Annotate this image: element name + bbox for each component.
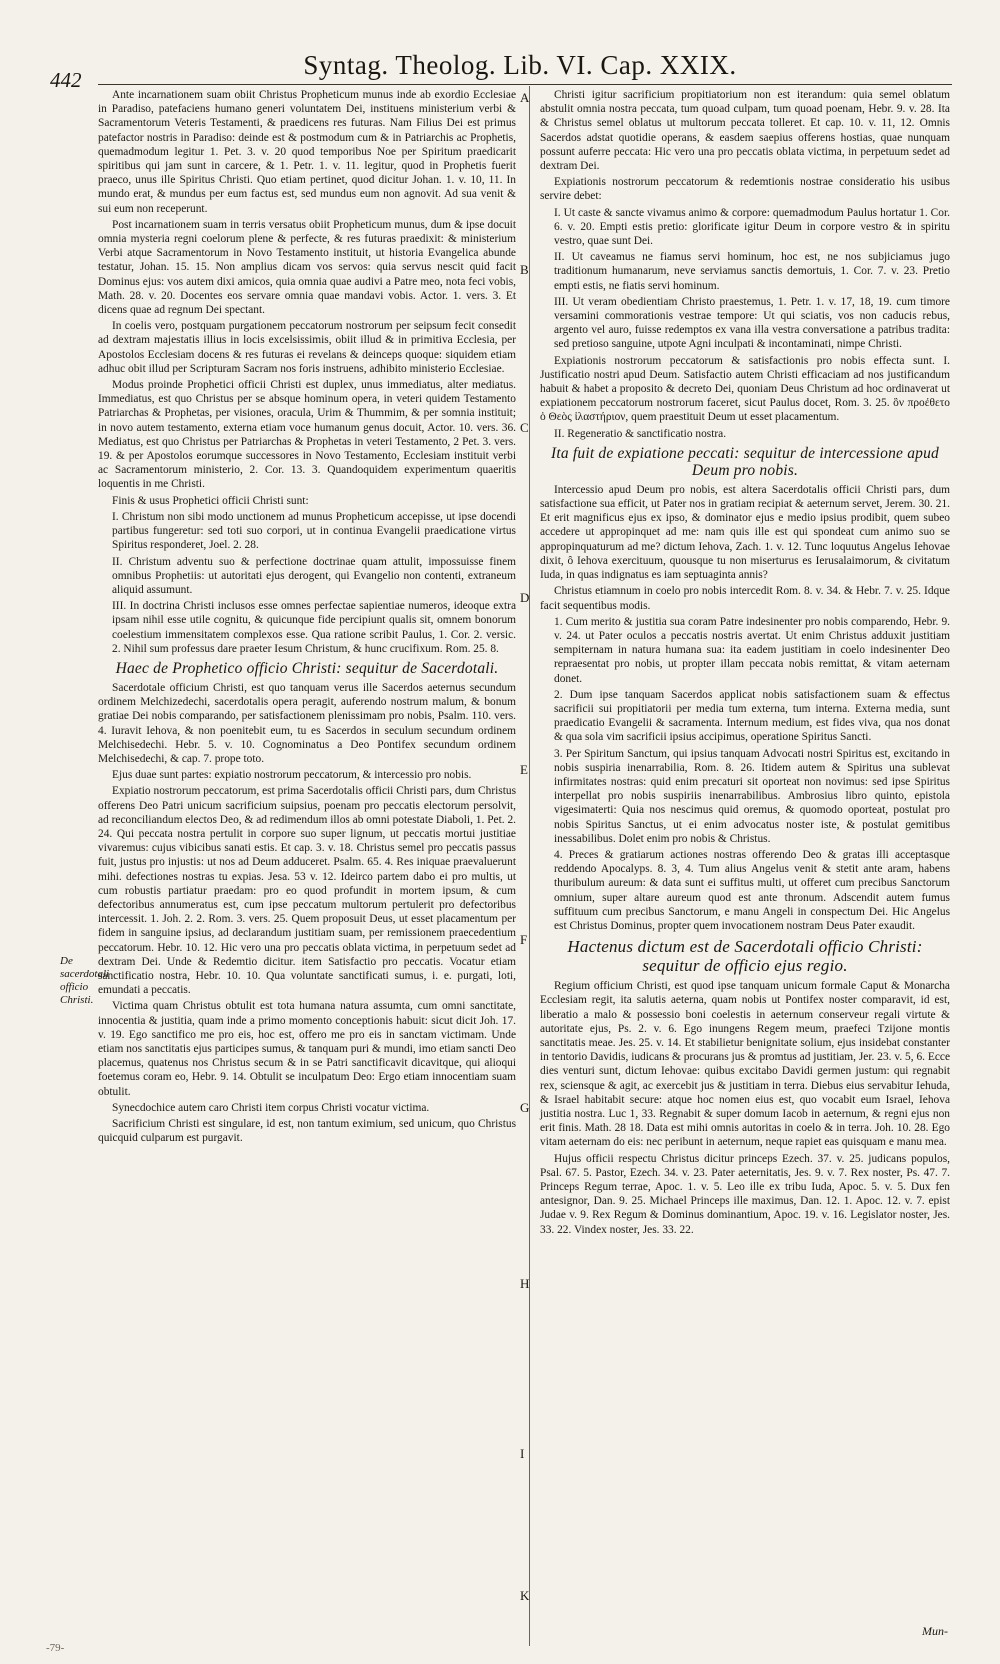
numbered-paragraph: III. In doctrina Christi inclusos esse omnes perfectae sapientiae numeros, ideoque extra ipsam nihil esse utile cognitu, & quicunque fide percipiunt qualis sit, omnem bonorum coelestium immensitatem complexos esse. Qua ratione scribit Paulus, 1. Cor. 2. versic. 2. Nihil sum professus dare praeter Iesum Christum, & hunc crucifixum. Rom. 25. 8. [112,600,516,655]
right-column [540,88,950,1239]
paragraph: Expiatio nostrorum peccatorum, est prima Sacerdotalis officii Christi pars, dum Christus offerens Deo Patri unicum sacrificium suipsius, poenam pro peccatis electorum persolvit, ad reconciliandum electos Deo, & ad redimendum illos ab omni potestate Diaboli, 1. Pet. 2. 24. Qui peccata nostra pertulit in corpore suo super lignum, ut peccatis mortui justitiae vivaremus: cujus vibicibus sanati estis. Et cap. 3. v. 18. Christus semel pro peccatis passus fuit, justus pro injustis: ut nos ad Deum adduceret. Psalm. 65. 4. Res iniquae praevaluerunt mihi. defectiones nostras tu expias. Jesa. 53 v. 12. Ideirco partem dabo ei pro multis, ut cum robustis partiatur praedam: pro eo quod profundit in mortem ipsum, & cum defectoribus annumeratus est, cum ipse peccatum multorum pertulerit pro defectoribus intercessit. 1. Joh. 2. 2. Rom. 3. vers. 25. Quem proposuit Deus, ut esset placamentum per fidem in sanguine ipsius, ad declarandum justitiam suam, per remissionem praecedentium peccatorum. Hebr. 10. 12. Hic vero una pro peccatis oblata victima, in perpetuum sedet ad dextram Dei. Unde & Redemtio dicitur. item Satisfactio pro peccatis. Vocatur etiam sanctificatio nostra, Hebr. 10. 10. Qua voluntate sanctificati sumus, i. e. purgati, loti, emundati a peccatis. [98,785,516,997]
paragraph: Sacrificium Christi est singulare, id est, non tantum eximium, sed unicum, quo Christus quicquid culparum est purgavit. [98,1118,516,1145]
column-divider [529,86,530,1646]
bottom-number: -79- [46,1642,65,1654]
paragraph: Ejus duae sunt partes: expiatio nostrorum peccatorum, & intercessio pro nobis. [112,769,472,782]
numbered-paragraph: II. Regeneratio & sanctificatio nostra. [554,427,727,440]
numbered-paragraph: I. Ut caste & sancte vivamus animo & corpore: quemadmodum Paulus hortatur 1. Cor. 6. v. 20. Empti estis pretio: glorificate igitur Deum in corpore vestro & in spiritu vestro, quae sunt Dei. [554,206,950,248]
paragraph: In coelis vero, postquam purgationem peccatorum nostrorum per seipsum fecit consedit ad dextram majestatis illius in locis excelsissimis, obiit illud & in primitiva Ecclesia, per Apostolos Ecclesiam docens & res futuras ei revelans & deinceps quoque: siquidem etiam adhuc obit illud per Scripturam Sacram nos foris instruens, adhibito ministerio Ecclesiae. [98,320,516,375]
section-marker-f: F [520,932,528,947]
numbered-paragraph: 3. Per Spiritum Sanctum, qui ipsius tanquam Advocati nostri Spiritus est, excitando in nobis suspiria inenarrabilia, Rom. 8. 26. Itidem autem & Spiritus una sublevat infirmitates nostras: quid enim precaturi sit oporteat non novimus: sed ipse Spiritus interpellat pro nobis suspiriis inenarrabilibus. Ambrosius libro quinto, epistola vigesimaterti: Quia nos nescimus quid oremus, & quomodo oporteat, postulat pro nobis Spiritus Sanctus, ut ei enim advocatus noster iste, & postulat gemitibus inessabilibus. Dolet enim pro nobis & Christus. [554,747,950,845]
numbered-paragraph: I. Christum non sibi modo unctionem ad munus Propheticum accepisse, ut ipse docendi partibus fungeretur: sed toti suo corpori, ut in continua Evangelii praedicatione virtus Spiritus responderet, Joel. 2. 28. [112,510,516,552]
paragraph: Post incarnationem suam in terris versatus obiit Propheticum munus, dum & ipse docuit omnia mysteria regni coelorum plene & perfecte, & res futuras praedixit: & ministerium Verbi atque Sacramentorum in Novo Testamento instituit, ut historia Evangelica abunde testatur, Johan. 15. 15. Non amplius dicam vos servos: quia servus nescit quid facit Dominus ejus: vos autem dixi amicos, quia omnia quae audivi a Patre meo, nota feci vobis, Math. 28. v. 20. Docentes eos servare omnia quae mandavi vobis. Actor. 1. vers. 3. Et dicens quae ad regnum Dei spectant. [98,218,516,317]
numbered-paragraph: 4. Preces & gratiarum actiones nostras offerendo Deo & gratas illi acceptasque reddendo Apocalyps. 8. 3, 4. Tum alius Angelus venit & stetit ante aram, habens thuribulum aureum: & data sunt ei suffitus multi, ut offeret cum precibus Sanctorum omnium, super altare aureum quod est ante thronum. Adscendit autem fumus suffituum cum precibus Sanctorum, e manu Angeli in conspectum Dei. Hic Angelus est Christus Dominus, propter quem invocationem nostram Deus Pater exaudit. [554,848,950,932]
section-heading: Haec de Prophetico officio Christi: sequitur de Sacerdotali. [115,659,499,677]
paragraph: Expiationis nostrorum peccatorum & redemtionis nostrae consideratio his usibus servire debet: [540,176,950,203]
paragraph: Modus proinde Prophetici officii Christi est duplex, unus immediatus, alter mediatus. Immediatus, est quo Christus per se absque hominum opera, in veteri quidem Testamento Patriarchas & Prophetas, per visiones, oracula, Urim & Thummim, & per somnia instituit; in novo autem testamento, externa etiam voce humanum genus docuit, Actor. 10. vers. 36. Mediatus, est quo Christus per Patriarchas & Prophetas in veteri Testamento, 2 Pet. 3. vers. 19. & per Apostolos eorumque successores in Novo Testamento, Ecclesiam instituit verbi ac Sacramentorum ministerio, 2. Cor. 13. 3. Quandoquidem experimentum quaeritis loquentis in me Christi. [98,379,516,491]
section-marker-k: K [520,1588,530,1603]
section-marker-h: H [520,1276,530,1291]
paragraph: Expiationis nostrorum peccatorum & satisfactionis pro nobis effecta sunt. I. Justificatio nostri apud Deum. Satisfactio autem Christi efficaciam ad nos justificandum habuit & habet a proposito & decreto Dei, quoniam Deus Christum ad hoc ordinaverat ut expiationem peccatorum nostrorum faceret, sicut Paulus docet, Rom. 3. 25. ὃν προέθετο ὁ Θεὸς ἱλαστήριον, quem praestituit Deum ut esset placamentum. [540,354,950,424]
section-marker-c: C [520,420,529,435]
section-marker-d: D [520,590,530,605]
margin-note: De sacerdotali officio Christi. [60,955,110,1006]
section-marker-g: G [520,1100,530,1115]
catchword: Mun- [922,1624,948,1638]
paragraph: Synecdochice autem caro Christi item corpus Christi vocatur victima. [112,1101,430,1114]
section-marker-i: I [520,1446,525,1461]
paragraph: Sacerdotale officium Christi, est quo tanquam verus ille Sacerdos aeternus secundum ordinem Melchizedechi, sacerdotalis opera peragit, auferendo nostrum malum, & bonum gratiae Dei nobis comparando, per satisfactionem plenissimam pro nobis, Psalm. 110. vers. 4. Iuravit Iehova, & non poenitebit eum, tu es Sacerdos in seculum secundum ordinem Melchisedechi. Hebr. 5. v. 10. Cognominatus a Deo Pontifex secundum ordinem Melchisedechi, & cap. 7. prope toto. [98,681,516,765]
paragraph: Intercessio apud Deum pro nobis, est altera Sacerdotalis officii Christi pars, dum satisfactione sua efficit, ut Pater nos in gratiam recipiat & aeternum servet, Jerem. 30. 21. Et erit magnificus ejus ex ipso, & dominator ejus e medio ipsius prodibit, quem subeo accedere ut appropinquet ad me: nam quis ille est qui spondeat cum animo suo se appropinquaturum ad me? dictum Iehova, Zach. 1. v. 12. Tunc loquutus Angelus Iehovae dixit, ô Iehova exercituum, quousque tu non miserturus es Ierusalaimorum, & civitatum Iuda, in quas indignatus es iam septuaginta annis? [540,483,950,582]
section-marker-e: E [520,762,528,777]
header-rule [98,84,952,85]
running-head: Syntag. Theolog. Lib. VI. Cap. XXIX. [303,50,737,80]
section-marker-a: A [520,90,530,105]
paragraph: Hujus officii respectu Christus dicitur princeps Ezech. 37. v. 25. judicans populos, Psal. 67. 5. Pastor, Ezech. 34. v. 23. Pater aeternitatis, Jes. 9. v. 7. Rex noster, Ps. 47. 7. Princeps Regum terrae, Apoc. 1. v. 5. Leo ille ex tribu Iuda, Apoc. 5. v. 5. Dux fen antesignor, Dan. 9. 25. Michael Princeps ille maximus, Dan. 12. 1. Apoc. 12. v. 7. epist Judae v. 9. Rex Regum & Dominus dominantium, Apoc. 19. v. 16. Legislator noster, Jes. 33. 22. Vindex noster, Jes. 33. 22. [540,1152,950,1236]
paragraph: Victima quam Christus obtulit est tota humana natura assumta, cum omni sanctitate, innocentia & justitia, quam inde a primo momento conceptionis habuit: sicut dicit Joh. 17. v. 19. Ego sanctifico me pro eis, hoc est, offero me pro eis in sanctam victimam. Unde etiam nos sanctitatis ejus participes sumus, & tanquam puri & mundi, imo etiam sancti Deo placemus, quatenus nos Christus secum & in se Patri sanctificavit dicavitque, qui alioqui foetemus coram eo, Hebr. 9. 14. Obtulit se inculpatum Deo: Ergo etiam innocentiam suam obtulit. [98,1000,516,1098]
numbered-paragraph: 1. Cum merito & justitia sua coram Patre indesinenter pro nobis comparendo, Hebr. 9. v. 24. ut Pater oculos a peccatis nostris avertat. Ut enim Christus adduxit justitiam sempiternam in natura humana sua: ita eadem justitiam in coelo indesinenter Deo repraesentat pro nobis, ut propter illam peccata nobis remittat, & vitam aeternam donet. [554,615,950,685]
numbered-paragraph: 2. Dum ipse tanquam Sacerdos applicat nobis satisfactionem suam & effectus sacrificii sui propitiatorii per media tum externa, tum interna. Externa media, sunt praedicatio Evangelii & sacramenta. Internum medium, est fides viva, qua nos donat & qua sola vim sacrificii ipsius accipimus, operatione Spiritus Sancti. [554,688,950,744]
section-marker-b: B [520,262,529,277]
section-heading: Hactenus dictum est de Sacerdotali officio Christi: sequitur de officio ejus regio. [567,937,923,976]
paragraph: Finis & usus Prophetici officii Christi sunt: [112,494,309,507]
numbered-paragraph: II. Christum adventu suo & perfectione doctrinae quam attulit, impossuisse finem omnibus Prophetiis: ut autoritati ejus derogent, qui Evangelio non contenti, extraneum aliquid assumunt. [112,555,516,596]
paragraph: Ante incarnationem suam obiit Christus Propheticum munus inde ab exordio Ecclesiae in Paradiso, patefaciens humano generi voluntatem Dei, instituens ministerium verbi & Sacramentorum Veteris Testamenti, & praedicens res futuras. Nam Filius Dei est primus patefactor nostris in Paradiso: deinde est & postmodum cum & in Patriarchis ac Prophetis, quemadmodum legitur 1. Pet. 3. v. 20 quod temporibus Noe per Spiritum praedicarit spiritibus qui jam sunt in carcere, & 1. Petr. 1. v. 11. legitur, quod in Prophetis fuerit praeco, unus ille Spiritus Christi. Quo etiam pertinet, quod dicitur Johan. 1. v. 10, 11. In mundo erat, & mundus per eum factus est, sed mundus eum non agnovit. Ad sua venit & sui eum non receperunt. [98,89,516,215]
section-heading: Ita fuit de expiatione peccati: sequitur de intercessione apud Deum pro nobis. [550,444,940,479]
paragraph: Regium officium Christi, est quod ipse tanquam unicum formale Caput & Monarcha Ecclesiam regit, ita salutis aeterna, quam nobis ut Pontifex noster comparavit, id est, liberatio a malo & possessio boni coelestis in aeternum conserveur regali virtute & autoritate ejus, Ps. 2. v. 6. Ego inungens Regem meum, praefeci Tzijone montis sanctitatis meae. Jes. 25. v. 14. Et stabilietur benignitate solium, ejus insidebat constanter in tentorio Davidis, iudicans & procurans jus & promtus ad justitiam, Jer. 23. v. 5, 6. Ecce dies venturi sunt, dictum Iehovae: quibus excitabo Davidi germen justum: qui regnabit rex, sciensque & agit, ac exercebit jus & justitiam in terra. Diebus eius servabitur Iehuda, & Israel habitabit secure: atque hoc nomen eius est, quo vocabit eum Israel, Iehova justitia nostra. Luc 1, 33. Regnabit & super domum Iacob in aeternum, & regni ejus non erit finis. Math. 28 18. Data est mihi omnis autoritas in coelo & in terra. Joh. 10. 28. Ego vitam aeternam do eis: nec peribunt in aeternum, neque rapiet eas quisquam e manu mea. [540,980,950,1149]
left-column [98,88,516,1147]
paragraph: Christus etiamnum in coelo pro nobis intercedit Rom. 8. v. 34. & Hebr. 7. v. 25. Idque facit sequentibus modis. [540,585,950,612]
page-number: 442 [50,68,82,92]
paragraph: Christi igitur sacrificium propitiatorium non est iterandum: quia semel oblatum abstulit omnia nostra peccata, tum quoad culpam, tum quoad poenam, Hebr. 9. v. 28. Ita & Christus semel oblatus ut multorum peccata tolleret. Et cap. 10. v. 11, 12. Omnis Sacerdos adstat quotidie operans, & easdem saepius offerens hostias, quae nunquam possunt auferre peccata: Hic vero una pro peccatis oblata victima, in perpetuum sedet ad dextram Dei. [540,89,950,173]
numbered-paragraph: II. Ut caveamus ne fiamus servi hominum, hoc est, ne nos subjiciamus jugo traditionum humanarum, neve serviamus sanctis demortuis, 1. Cor. 7. v. 23. Pretio empti estis, ne fiatis servi hominum. [554,251,950,292]
numbered-paragraph: III. Ut veram obedientiam Christo praestemus, 1. Petr. 1. v. 17, 18, 19. cum timore versamini commorationis vestrae tempore: Ut qui sciatis, vos non caducis rebus, argento vel auro, fuisse redemptos ex vana illa vestra conversatione a patribus tradita: sed pretioso sanguine, utpote Agni inculpati & incontaminati, nimpe Christi. [554,295,950,351]
